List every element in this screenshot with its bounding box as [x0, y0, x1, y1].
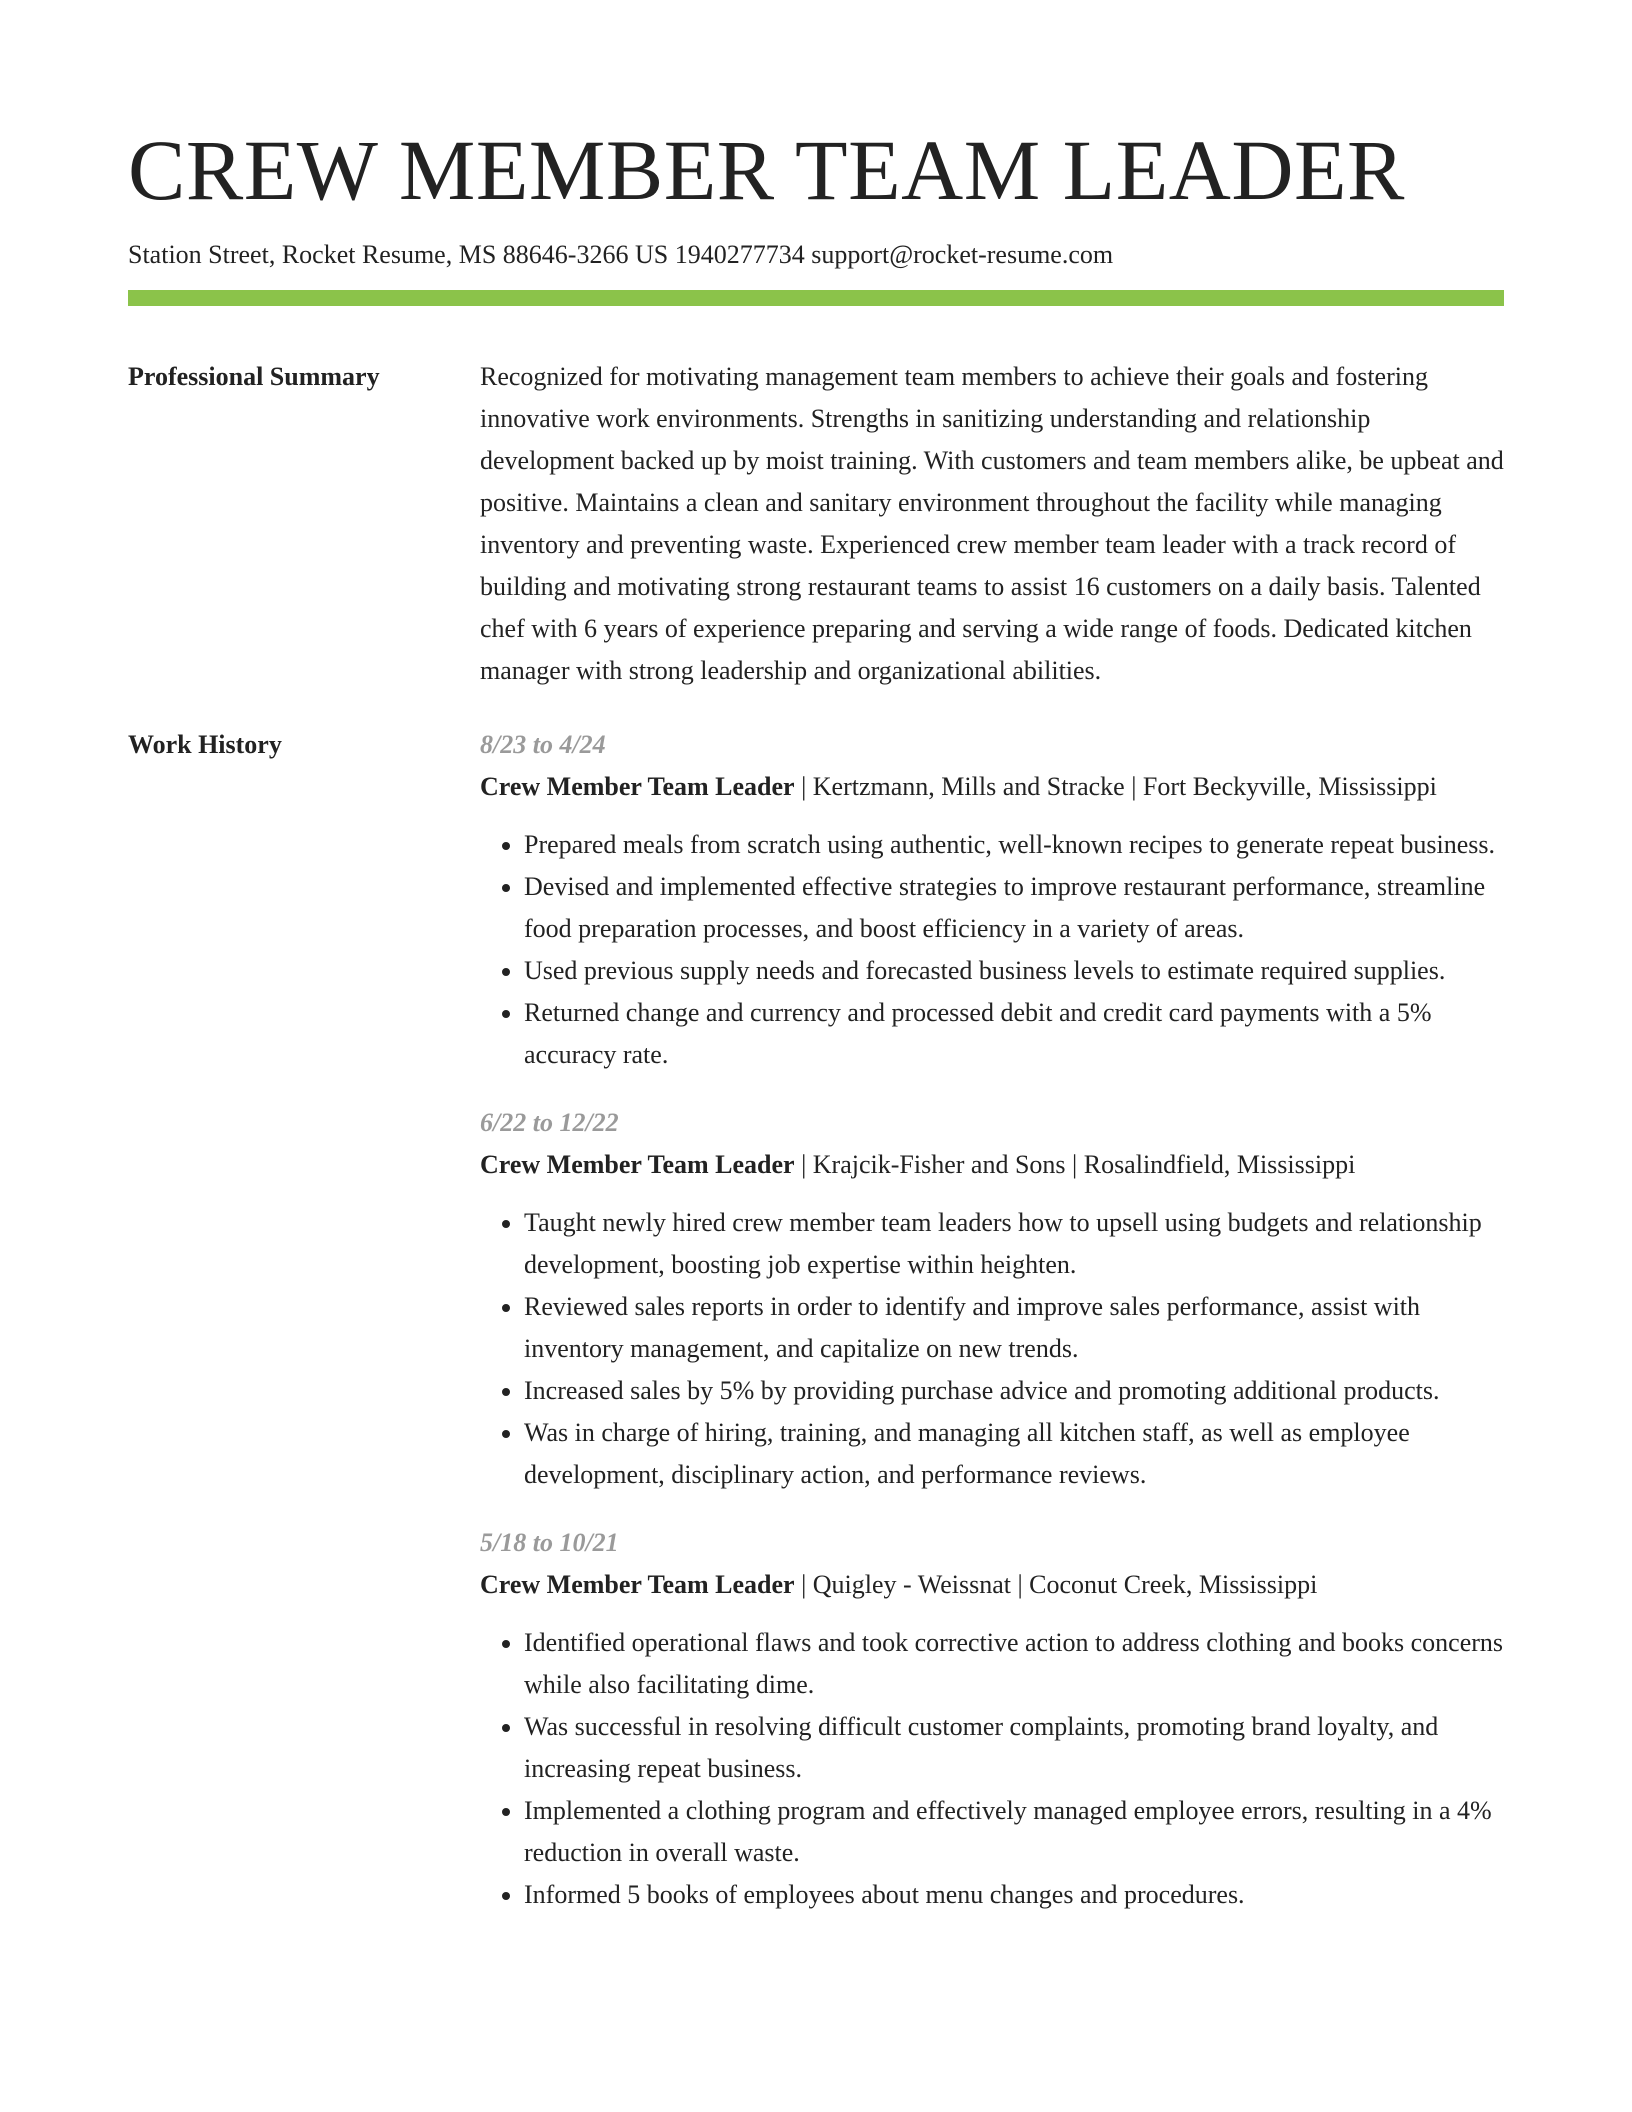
job-entry [480, 724, 1504, 1076]
job-bullet: • Returned change and currency and processed debit and credit card payments with a 5% accuracy rate. [524, 992, 1504, 1076]
job-details: | Krajcik-Fisher and Sons | Rosalindfield, Mississippi [794, 1150, 1356, 1179]
job-bullet: • Was in charge of hiring, training, and managing all kitchen staff, as well as employee development, disciplinary action, and performance reviews. [524, 1412, 1504, 1496]
section-label-summary: Professional Summary [128, 362, 380, 391]
job-bullet: • Implemented a clothing program and effectively managed employee errors, resulting in a 4% reduction in overall waste. [524, 1790, 1504, 1874]
job-bullet: • Was successful in resolving difficult customer complaints, promoting brand loyalty, and increasing repeat business. [524, 1706, 1504, 1790]
job-bullet: • Informed 5 books of employees about menu changes and procedures. [524, 1874, 1504, 1916]
job-bullet-list [480, 824, 1504, 1076]
job-details: | Kertzmann, Mills and Stracke | Fort Beckyville, Mississippi [794, 772, 1437, 801]
contact-address: Station Street, Rocket Resume, MS 88646-3266 US [128, 240, 669, 269]
job-heading [480, 766, 1504, 808]
summary-text: Recognized for motivating management team members to achieve their goals and fostering innovative work environments. Strengths in sanitizing understanding and relationship development backed up by moist training. With customers and team members alike, be upbeat and positive. Maintains a clean and sanitary environment throughout the facility while managing inventory and preventing waste. Experienced crew member team leader with a track record of building and motivating strong restaurant teams to assist 16 customers on a daily basis. Talented chef with 6 years of experience preparing and serving a wide range of foods. Dedicated kitchen manager with strong leadership and organizational abilities. [480, 362, 1504, 685]
contact-phone: 1940277734 [674, 240, 805, 269]
job-bullet: • Prepared meals from scratch using authentic, well-known recipes to generate repeat business. [524, 824, 1504, 866]
job-entry [480, 1522, 1504, 1916]
job-bullet-list [480, 1622, 1504, 1916]
resume-name-heading: CREW MEMBER TEAM LEADER [128, 122, 1405, 218]
job-title: Crew Member Team Leader [480, 772, 795, 801]
job-bullet: • Devised and implemented effective strategies to improve restaurant performance, streamline food preparation processes, and boost efficiency in a variety of areas. [524, 866, 1504, 950]
job-bullet: • Identified operational flaws and took corrective action to address clothing and books concerns while also facilitating dime. [524, 1622, 1504, 1706]
job-bullet: • Taught newly hired crew member team leaders how to upsell using budgets and relationship development, boosting job expertise within heighten. [524, 1202, 1504, 1286]
job-title: Crew Member Team Leader [480, 1150, 795, 1179]
resume-page [128, 0, 1504, 1916]
job-dates: 5/18 to 10/21 [480, 1528, 619, 1557]
job-heading [480, 1144, 1504, 1186]
job-heading [480, 1564, 1504, 1606]
job-bullet: • Increased sales by 5% by providing purchase advice and promoting additional products. [524, 1370, 1504, 1412]
job-bullet-list [480, 1202, 1504, 1496]
job-details: | Quigley - Weissnat | Coconut Creek, Mississippi [794, 1570, 1318, 1599]
job-title: Crew Member Team Leader [480, 1570, 795, 1599]
work-history-body [480, 724, 1504, 1916]
job-entry [480, 1102, 1504, 1496]
job-dates: 6/22 to 12/22 [480, 1108, 619, 1137]
job-bullet: • Used previous supply needs and forecasted business levels to estimate required supplies. [524, 950, 1504, 992]
job-bullet: • Reviewed sales reports in order to identify and improve sales performance, assist with inventory management, and capitalize on new trends. [524, 1286, 1504, 1370]
header-divider [128, 290, 1504, 306]
contact-email: support@rocket-resume.com [811, 240, 1114, 269]
contact-line [128, 238, 1504, 272]
work-history-section [128, 724, 1504, 1916]
job-dates: 8/23 to 4/24 [480, 730, 606, 759]
summary-body [480, 356, 1504, 692]
section-label-work: Work History [128, 730, 282, 759]
professional-summary-section [128, 356, 1504, 692]
